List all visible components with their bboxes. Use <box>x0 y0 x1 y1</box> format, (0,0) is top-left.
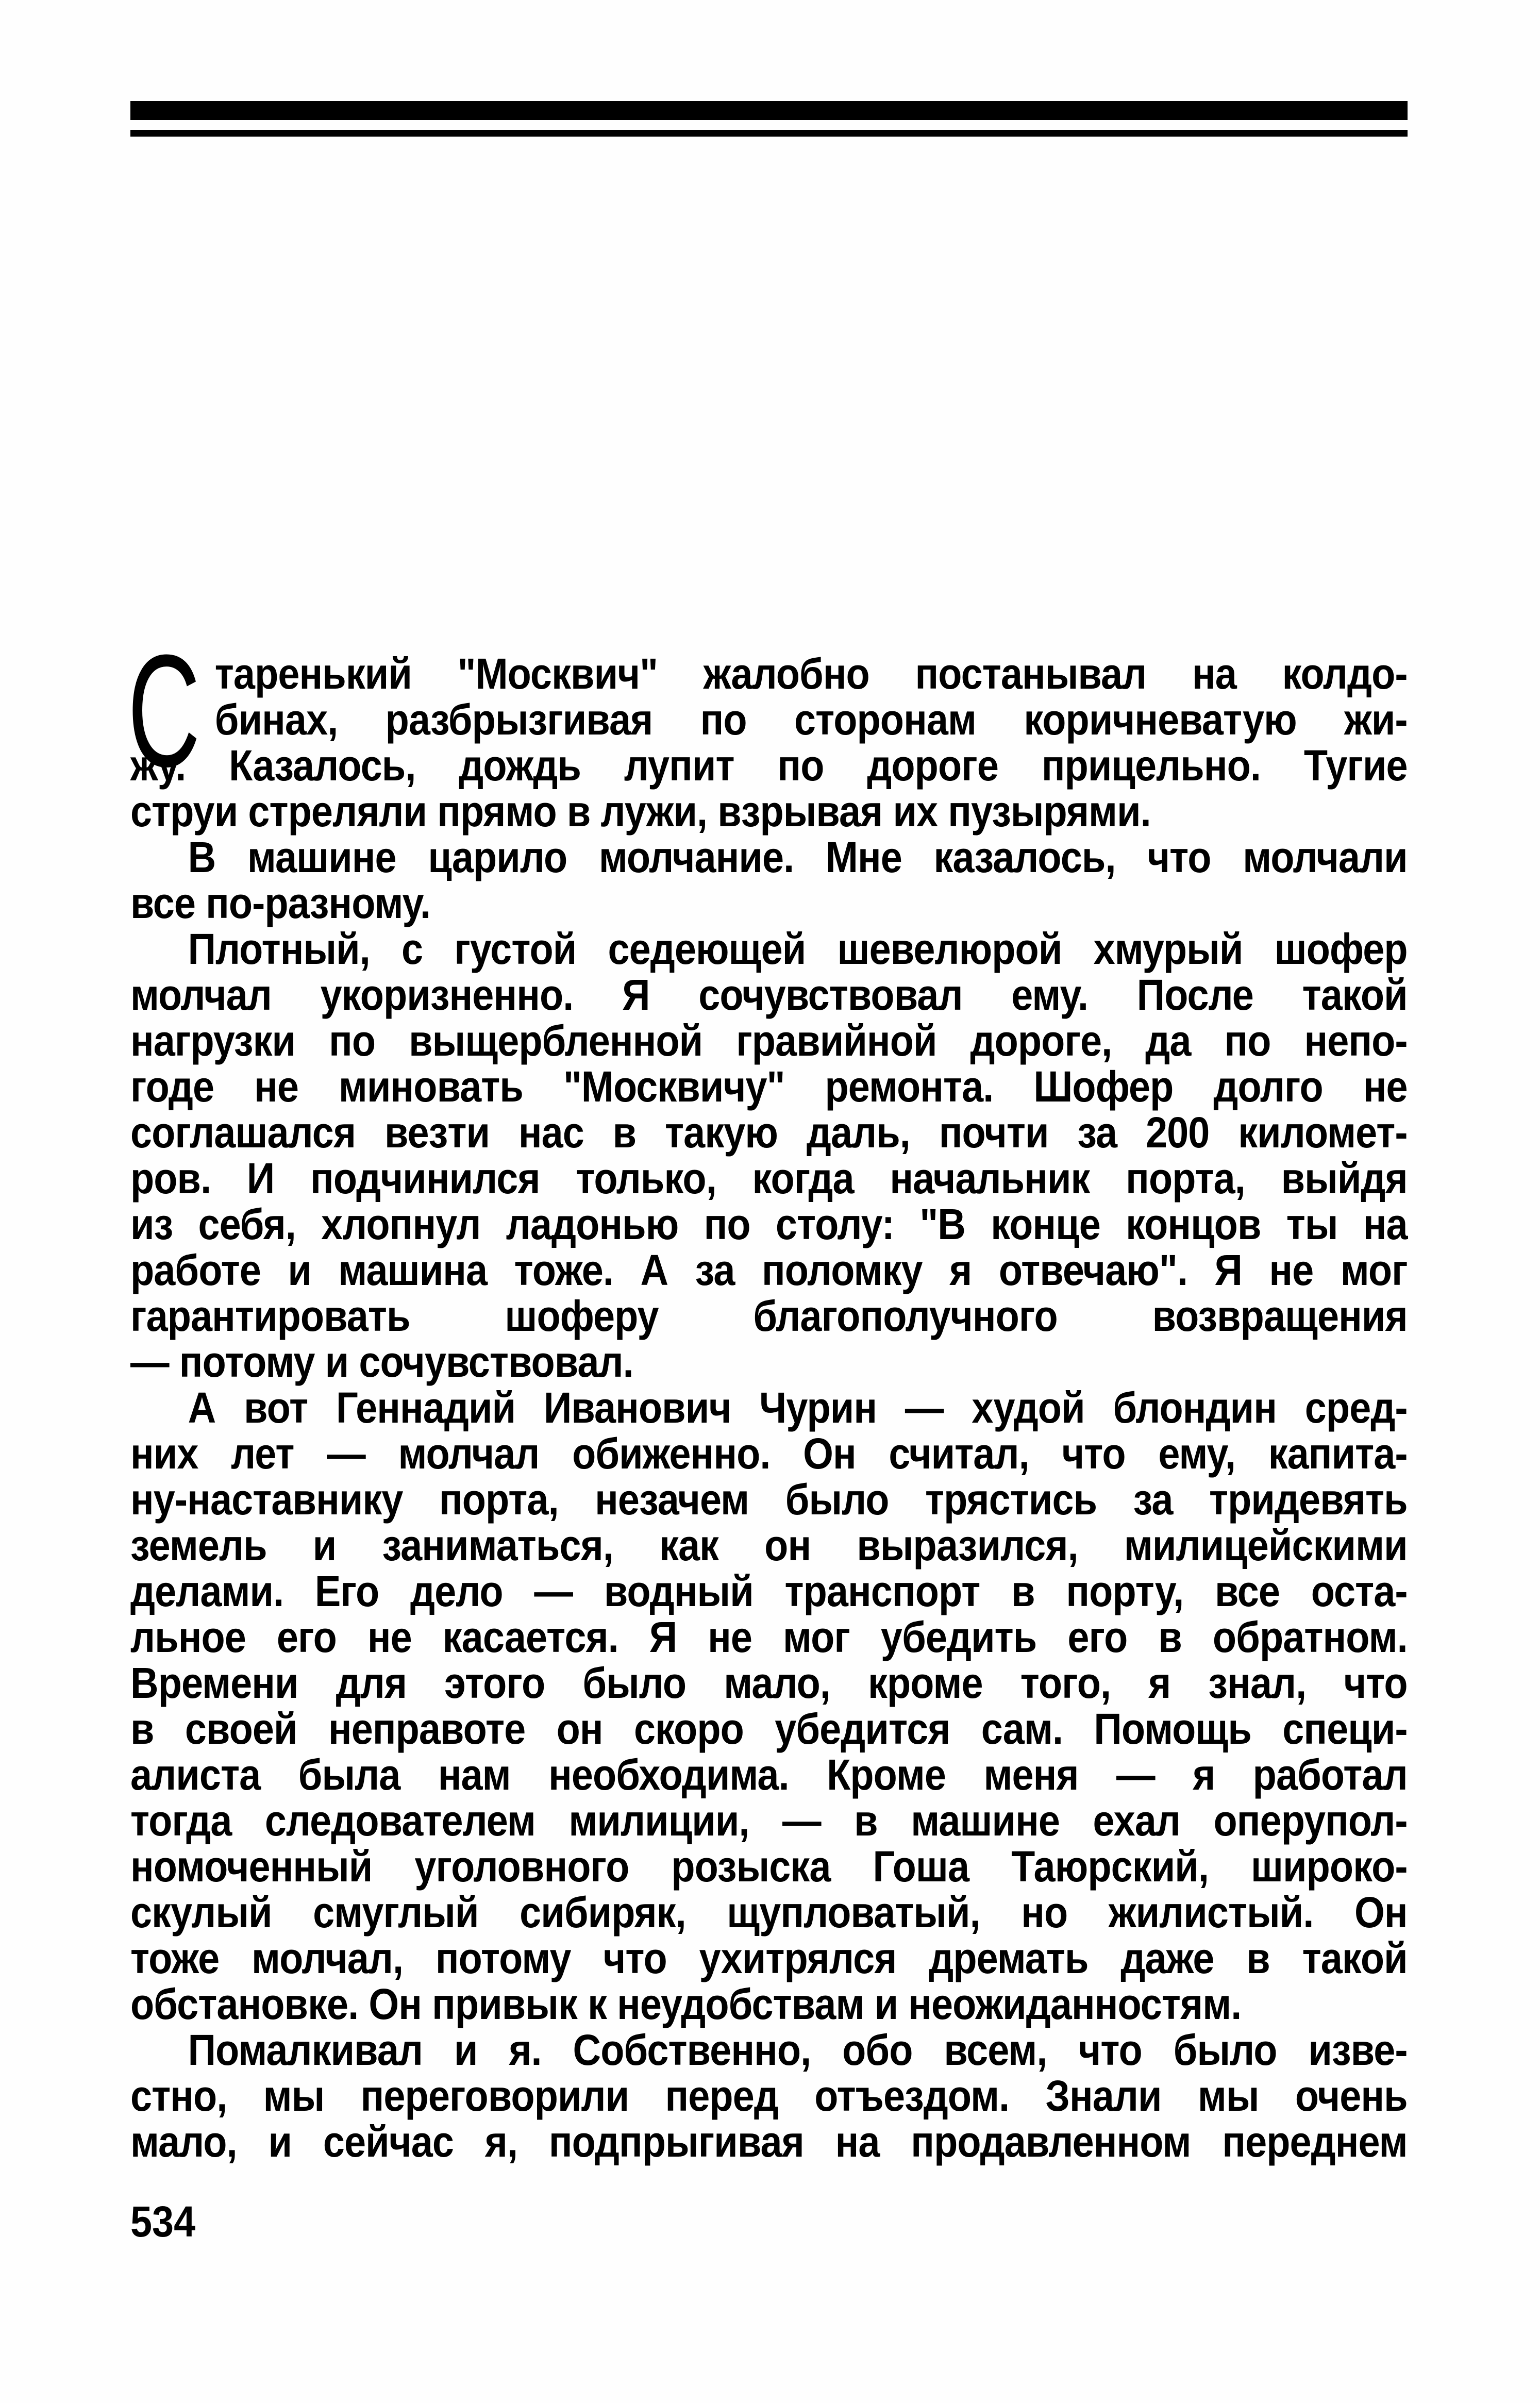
text-line: обстановке. Он привык к неудобствам и неожиданностям. <box>130 1980 1242 2028</box>
text-line: Помалкивал и я. Собственно, обо всем, что было изве- <box>188 2026 1408 2074</box>
text-line: тогда следователем милиции, — в машине ехал оперупол- <box>130 1796 1408 1845</box>
text-line: А вот Геннадий Иванович Чурин — худой блондин сред- <box>188 1383 1408 1432</box>
header-rule-thin <box>130 130 1408 137</box>
text-line: ну-наставнику порта, незачем было трястись за тридевять <box>130 1475 1408 1524</box>
text-line: все по-разному. <box>130 879 431 927</box>
text-line: алиста была нам необходима. Кроме меня — я работал <box>130 1750 1408 1799</box>
text-line: тоже молчал, потому что ухитрялся дремать даже в такой <box>130 1934 1408 1982</box>
page-number: 534 <box>130 2197 196 2246</box>
text-line: молчал укоризненно. Я сочувствовал ему. После такой <box>130 971 1408 1019</box>
text-line: скулый смуглый сибиряк, щупловатый, но жилистый. Он <box>130 1888 1408 1937</box>
text-line: бинах, разбрызгивая по сторонам коричневатую жи- <box>214 695 1408 744</box>
text-line: — потому и сочувствовал. <box>130 1338 633 1386</box>
text-line: них лет — молчал обиженно. Он считал, что ему, капита- <box>130 1429 1408 1478</box>
text-line: ров. И подчинился только, когда начальник порта, выйдя <box>130 1154 1408 1203</box>
header-rule-thick <box>130 101 1408 120</box>
text-line: мало, и сейчас я, подпрыгивая на продавленном переднем <box>130 2117 1408 2166</box>
text-line: В машине царило молчание. Мне казалось, что молчали <box>188 833 1408 881</box>
text-line: стно, мы переговорили перед отъездом. Знали мы очень <box>130 2072 1408 2120</box>
text-line: соглашался везти нас в такую даль, почти за 200 километ- <box>130 1108 1408 1157</box>
text-line: земель и заниматься, как он выразился, милицейскими <box>130 1521 1408 1570</box>
text-line: таренький "Москвич" жалобно постанывал на колдо- <box>214 649 1408 698</box>
text-line: в своей неправоте он скоро убедится сам. Помощь специ- <box>130 1705 1408 1753</box>
text-line: делами. Его дело — водный транспорт в порту, все оста- <box>130 1567 1408 1615</box>
text-line: льное его не касается. Я не мог убедить его в обратном. <box>130 1613 1408 1661</box>
body-text <box>127 621 1408 2166</box>
text-line: Плотный, с густой седеющей шевелюрой хмурый шофер <box>188 925 1408 973</box>
drop-cap: С <box>127 621 200 800</box>
text-line: струи стреляли прямо в лужи, взрывая их пузырями. <box>130 787 1151 836</box>
text-line: номоченный уголовного розыска Гоша Таюрский, широко- <box>130 1842 1408 1891</box>
text-line: из себя, хлопнул ладонью по столу: "В конце концов ты на <box>130 1200 1408 1248</box>
text-line: нагрузки по выщербленной гравийной дороге, да по непо- <box>130 1016 1408 1065</box>
text-line: годе не миновать "Москвичу" ремонта. Шофер долго не <box>130 1062 1408 1111</box>
text-line: Времени для этого было мало, кроме того, я знал, что <box>130 1659 1408 1707</box>
text-line: гарантировать шоферу благополучного возвращения <box>130 1292 1408 1340</box>
text-line: работе и машина тоже. А за поломку я отвечаю". Я не мог <box>130 1246 1408 1294</box>
text-line: жу. Казалось, дождь лупит по дороге прицельно. Тугие <box>130 741 1408 790</box>
